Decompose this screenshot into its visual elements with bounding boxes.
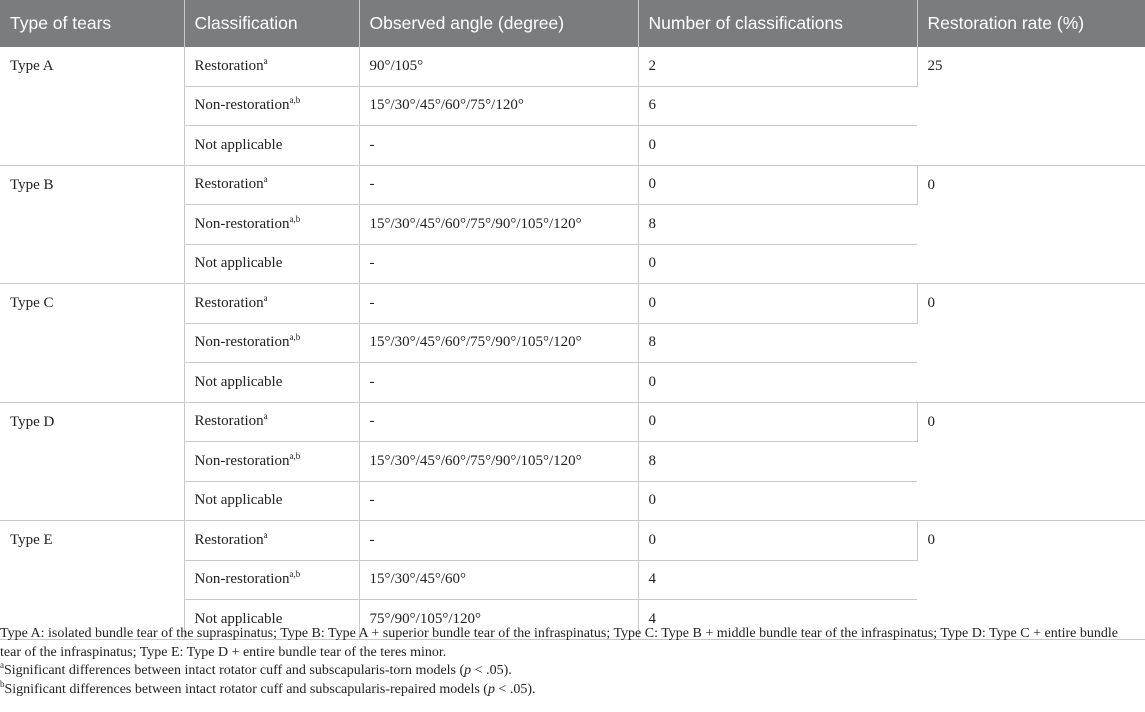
count-cell: 8 — [638, 205, 917, 245]
angle-cell: - — [359, 402, 638, 442]
angle-cell: 15°/30°/45°/60°/75°/90°/105°/120° — [359, 442, 638, 482]
classification-cell: Restoration$^a$ — [184, 284, 359, 324]
header-type-of-tears: Type of tears — [0, 0, 184, 47]
classification-cell: Non-restoration$^{a,b}$ — [184, 442, 359, 482]
classification-cell: Non-restoration$^{a,b}$ — [184, 323, 359, 363]
angle-cell: - — [359, 244, 638, 284]
header-number-of-classifications: Number of classifications — [638, 0, 917, 47]
angle-cell: - — [359, 165, 638, 205]
footnote-b: $^b$Significant differences between intact rotator cuff and subscapularis-repaired models (p < .05). — [0, 678, 536, 697]
count-cell: 0 — [638, 363, 917, 403]
rate-cell: 0 — [917, 402, 1145, 521]
classification-cell: Not applicable — [184, 363, 359, 403]
classification-cell: Not applicable — [184, 244, 359, 284]
count-cell: 0 — [638, 165, 917, 205]
type-cell: Type E — [0, 521, 184, 640]
angle-cell: - — [359, 521, 638, 561]
rate-cell: 0 — [917, 284, 1145, 403]
footnote-a: $^a$Significant differences between intact rotator cuff and subscapularis-torn models (p < .05). — [0, 660, 512, 678]
angle-cell: 15°/30°/45°/60° — [359, 560, 638, 600]
table-footnotes — [0, 625, 1140, 699]
count-cell: 8 — [638, 323, 917, 363]
classification-cell: Non-restoration$^{a,b}$ — [184, 560, 359, 600]
classification-cell: Not applicable — [184, 481, 359, 521]
type-cell: Type A — [0, 47, 184, 165]
classification-cell: Not applicable — [184, 600, 359, 640]
footnote-types: Type A: isolated bundle tear of the supraspinatus; Type B: Type A + superior bundle tear of the infraspinatus; Type C: Type B + middle bundle tear of the infraspinatus; Type D: Type C + entire bundle tear of the infraspinatus; Type E: Type D + entire bundle tear of the teres minor. — [0, 626, 1118, 660]
count-cell: 0 — [638, 126, 917, 166]
count-cell: 2 — [638, 47, 917, 86]
header-classification: Classification — [184, 0, 359, 47]
rate-cell: 0 — [917, 165, 1145, 284]
count-cell: 0 — [638, 284, 917, 324]
count-cell: 4 — [638, 560, 917, 600]
table-row — [0, 521, 1145, 561]
classification-cell: Restoration$^a$ — [184, 402, 359, 442]
classification-cell: Non-restoration$^{a,b}$ — [184, 86, 359, 126]
classification-cell: Non-restoration$^{a,b}$ — [184, 205, 359, 245]
angle-cell: 15°/30°/45°/60°/75°/120° — [359, 86, 638, 126]
count-cell: 0 — [638, 521, 917, 561]
classification-cell: Restoration$^a$ — [184, 47, 359, 86]
angle-cell: 15°/30°/45°/60°/75°/90°/105°/120° — [359, 323, 638, 363]
table-row — [0, 402, 1145, 442]
angle-cell: - — [359, 126, 638, 166]
angle-cell: - — [359, 363, 638, 403]
angle-cell: 90°/105° — [359, 47, 638, 86]
header-restoration-rate: Restoration rate (%) — [917, 0, 1145, 47]
angle-cell: - — [359, 284, 638, 324]
count-cell: 0 — [638, 244, 917, 284]
angle-cell: - — [359, 481, 638, 521]
classification-cell: Not applicable — [184, 126, 359, 166]
rate-cell: 0 — [917, 521, 1145, 640]
table-row — [0, 284, 1145, 324]
classification-cell: Restoration$^a$ — [184, 521, 359, 561]
rate-cell: 25 — [917, 47, 1145, 165]
type-cell: Type C — [0, 284, 184, 403]
type-cell: Type D — [0, 402, 184, 521]
count-cell: 0 — [638, 402, 917, 442]
header-observed-angle: Observed angle (degree) — [359, 0, 638, 47]
angle-cell: 75°/90°/105°/120° — [359, 600, 638, 640]
count-cell: 8 — [638, 442, 917, 482]
count-cell: 4 — [638, 600, 917, 640]
table-row — [0, 47, 1145, 86]
count-cell: 6 — [638, 86, 917, 126]
angle-cell: 15°/30°/45°/60°/75°/90°/105°/120° — [359, 205, 638, 245]
table-row — [0, 165, 1145, 205]
classification-cell: Restoration$^a$ — [184, 165, 359, 205]
type-cell: Type B — [0, 165, 184, 284]
header-row — [0, 0, 1145, 47]
count-cell: 0 — [638, 481, 917, 521]
